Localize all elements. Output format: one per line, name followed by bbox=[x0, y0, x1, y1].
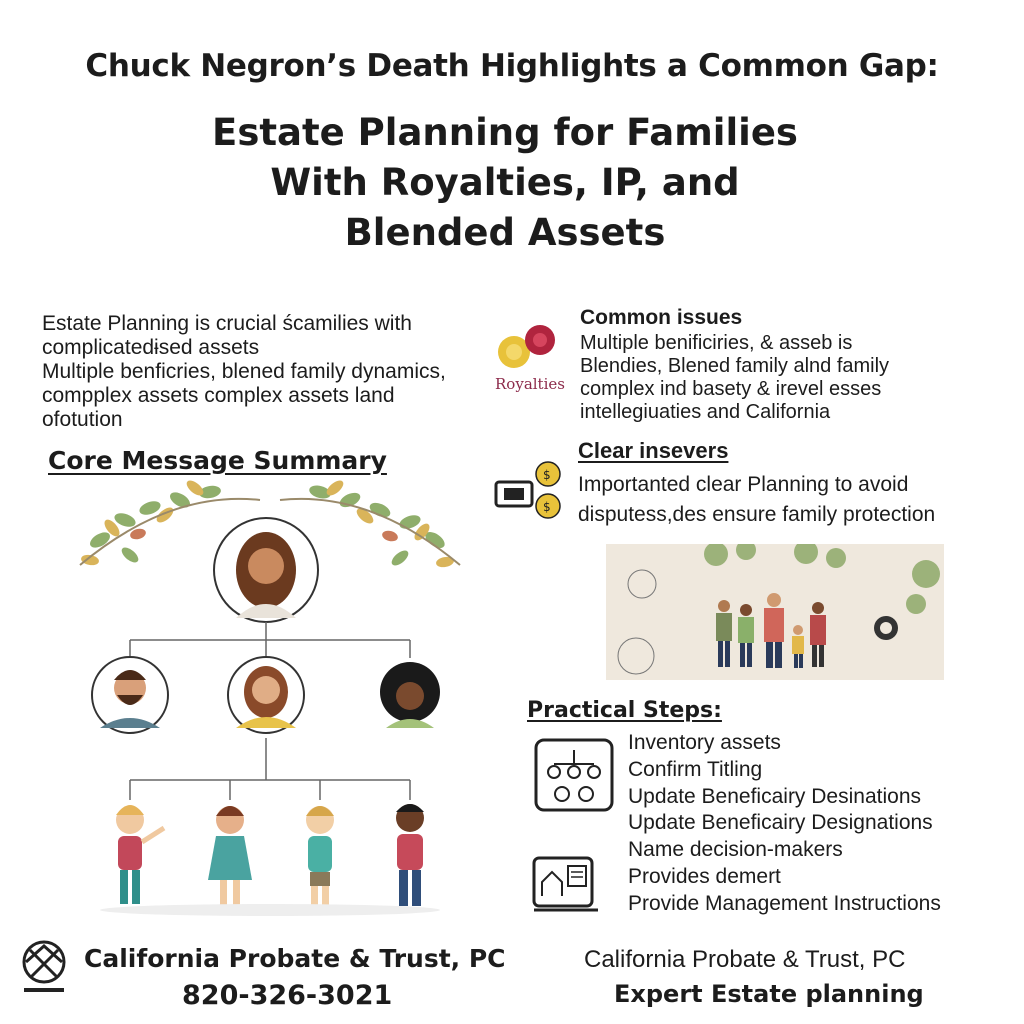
footer-tagline: Expert Estate planning bbox=[614, 980, 924, 1008]
avatar-father bbox=[92, 657, 168, 733]
svg-text:$: $ bbox=[543, 468, 551, 482]
footer-firm-name: California Probate & Trust, PC bbox=[84, 944, 506, 973]
child-figure bbox=[208, 806, 252, 906]
clear-heading: Clear insevers bbox=[578, 438, 729, 463]
step-item: Confirm Titling bbox=[628, 757, 763, 781]
child-figures bbox=[100, 804, 440, 916]
common-issues-line: Multiple benificiries, & asseb is bbox=[580, 332, 853, 354]
title-line: Estate Planning for Families bbox=[212, 111, 798, 154]
title-line: With Royalties, IP, and bbox=[270, 161, 740, 204]
avatar-relative bbox=[380, 662, 440, 728]
practical-steps-list bbox=[628, 730, 1008, 918]
practical-steps-heading: Practical Steps: bbox=[527, 698, 722, 723]
avatar-mother bbox=[228, 657, 304, 733]
common-issues-line: intellegiuaties and California bbox=[580, 401, 831, 423]
common-issues-line: complex ind basety & irevel esses bbox=[580, 378, 882, 400]
step-item: Update Beneficairy Desinations bbox=[628, 784, 921, 808]
family-photo-illustration bbox=[606, 544, 944, 680]
intro-line: Estate Planning is crucial ścamilies with bbox=[42, 312, 412, 335]
step-item: Provides demert bbox=[628, 864, 781, 888]
step-item: Name decision-makers bbox=[628, 838, 843, 862]
step-item: Inventory assets bbox=[628, 731, 781, 754]
royalties-label: Royalties bbox=[495, 375, 565, 393]
svg-text:$: $ bbox=[543, 500, 551, 514]
firm-logo-icon bbox=[18, 938, 70, 996]
document-house-icon bbox=[532, 852, 600, 914]
common-issues-line: Blendies, Blened family alnd family bbox=[580, 355, 890, 377]
child-figure bbox=[116, 805, 164, 904]
footer-phone[interactable]: 820-326-3021 bbox=[182, 980, 393, 1011]
common-issues-section bbox=[580, 306, 1010, 424]
intro-text bbox=[42, 312, 482, 432]
intro-line: Multiple benficries, blened family dynamics, bbox=[42, 360, 446, 383]
clear-section bbox=[578, 438, 1018, 530]
family-tree-illustration bbox=[70, 470, 470, 920]
family-tree-icon bbox=[534, 738, 614, 812]
common-issues-heading: Common issues bbox=[580, 306, 743, 329]
avatar-grandparent bbox=[214, 518, 318, 622]
intro-line: complicatedɨsed assets bbox=[42, 336, 260, 359]
step-item: Update Beneficairy Designations bbox=[628, 811, 933, 835]
clear-line: Importanted clear Planning to avoid bbox=[578, 473, 909, 496]
film-coin-icon bbox=[494, 460, 574, 530]
intro-line: ofotution bbox=[42, 408, 123, 431]
step-item: Provide Management Instructions bbox=[628, 891, 941, 915]
footer-firm-name-right: California Probate & Trust, PC bbox=[584, 946, 906, 973]
title-line: Blended Assets bbox=[344, 211, 666, 254]
child-figure bbox=[306, 806, 334, 906]
core-message-heading: Core Message Summary bbox=[48, 446, 387, 475]
child-figure bbox=[396, 804, 424, 906]
intro-line: compplex assets complex assets land bbox=[42, 384, 395, 407]
headline: Chuck Negron’s Death Highlights a Common Gap: bbox=[85, 48, 939, 84]
clear-line: disputess,des ensure family protection bbox=[578, 503, 936, 526]
page-title bbox=[0, 108, 1010, 258]
